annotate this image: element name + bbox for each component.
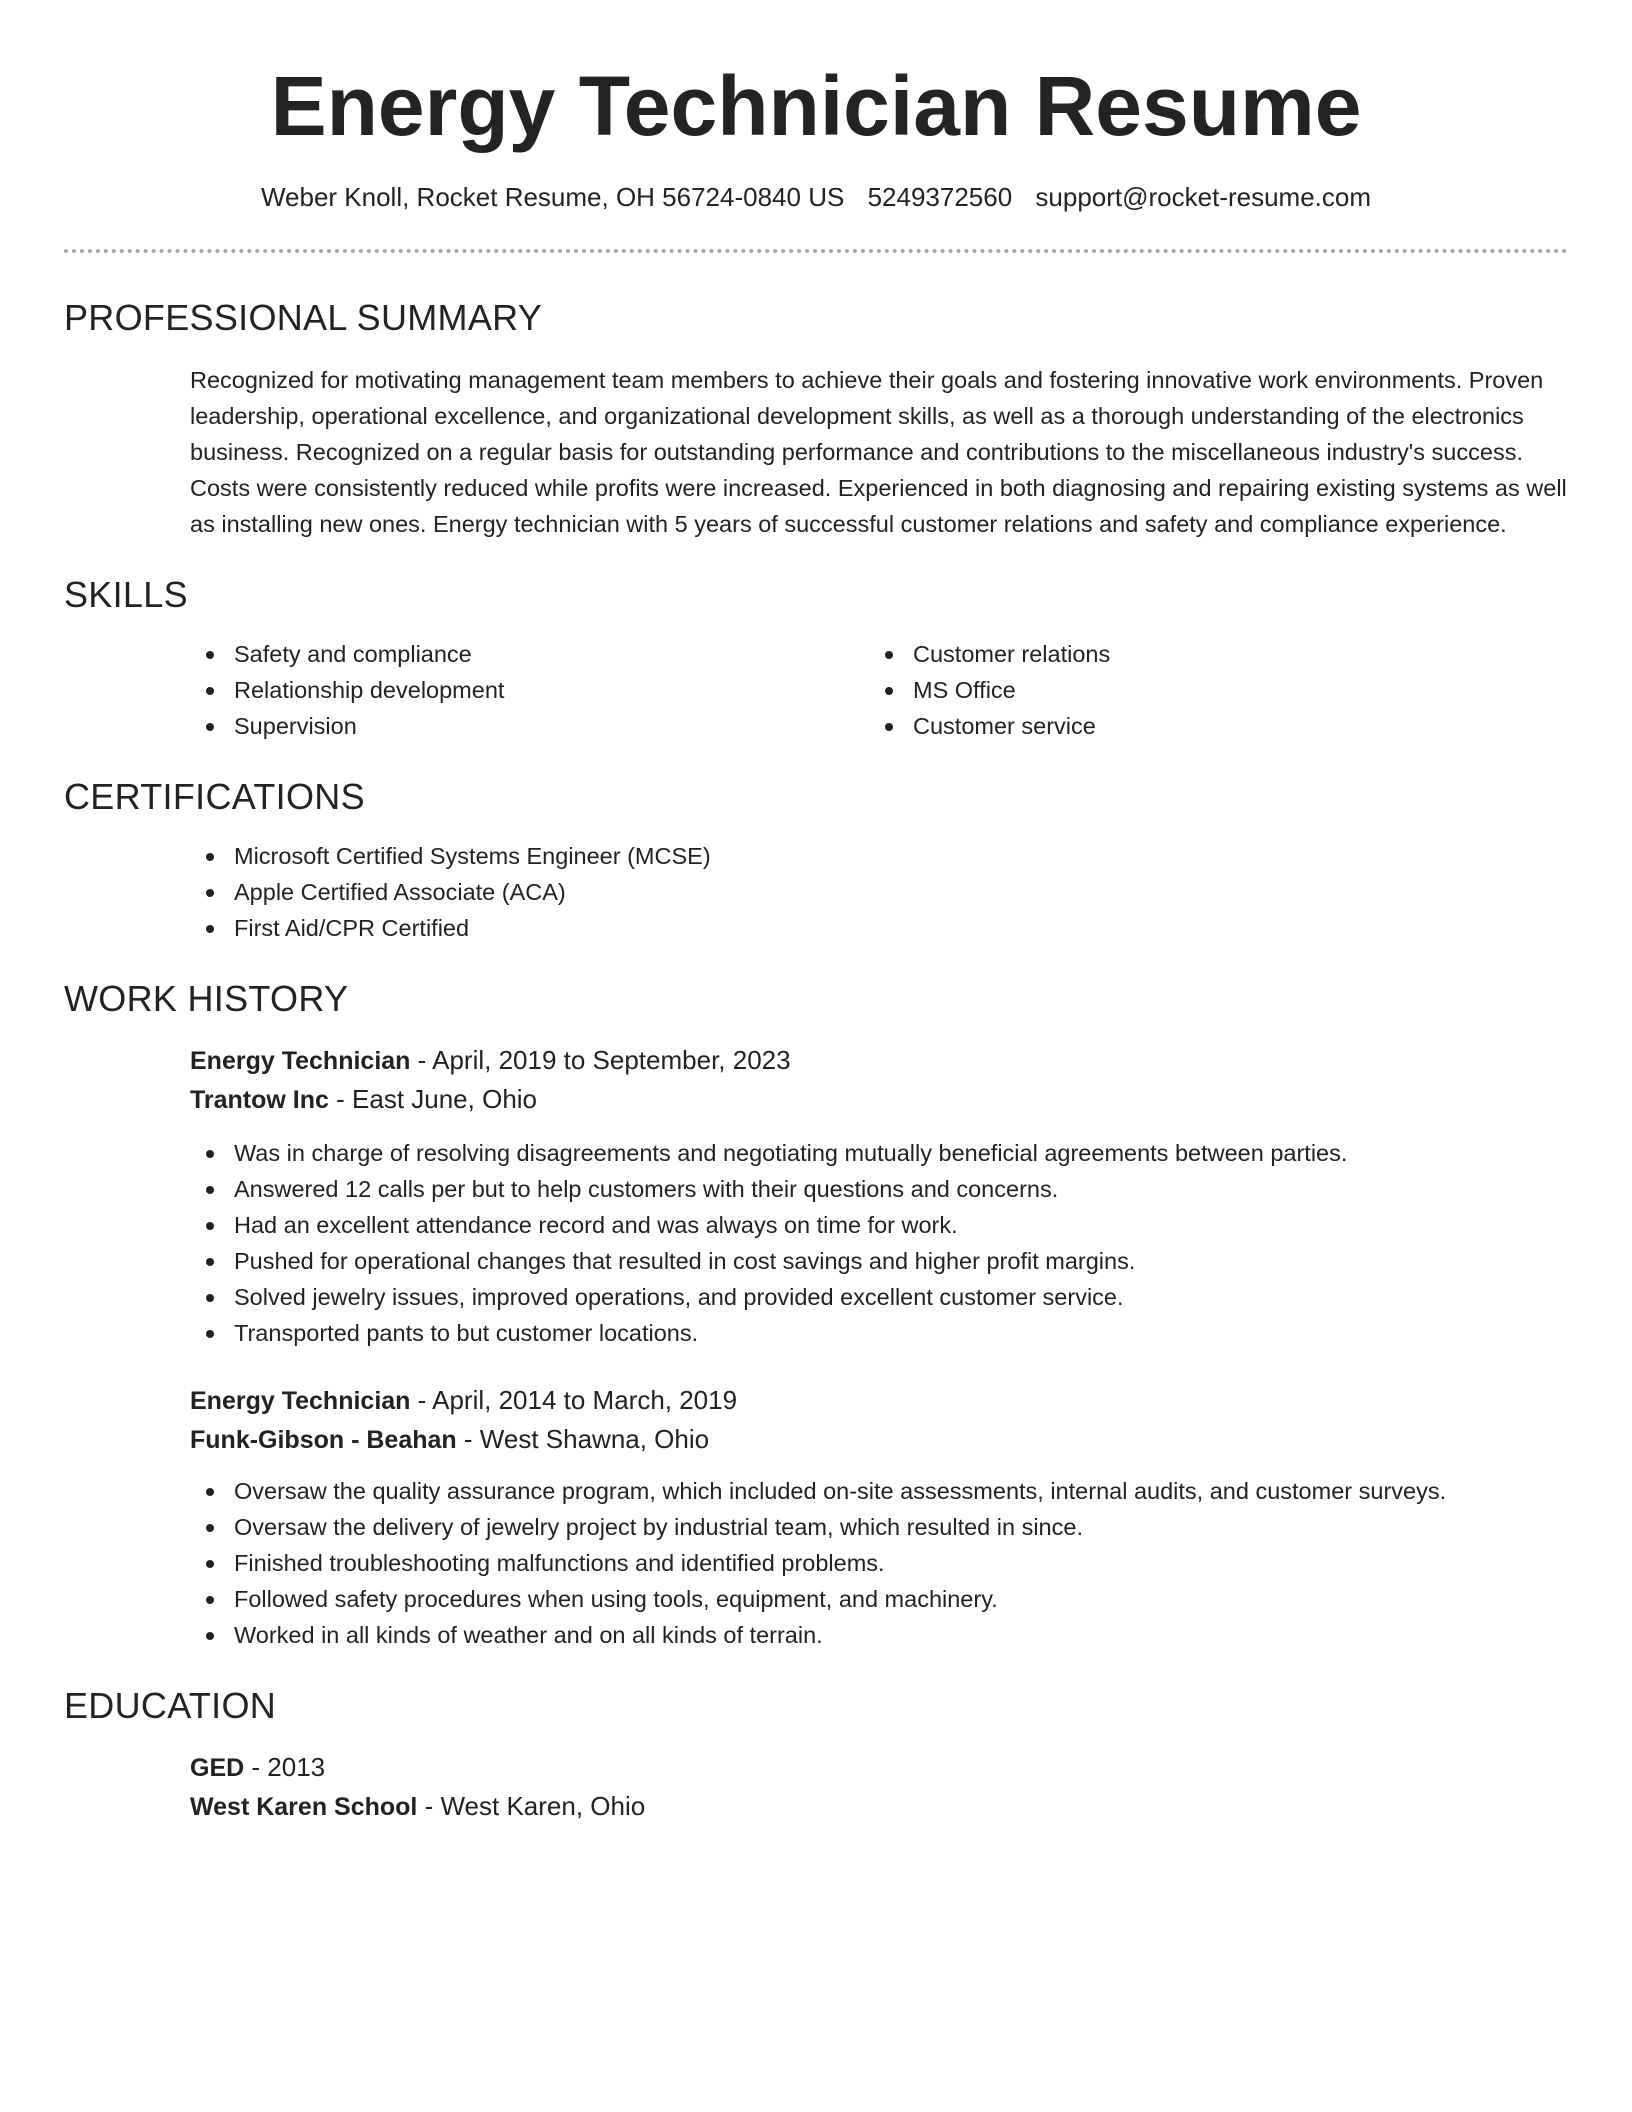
separator: - — [244, 1752, 268, 1782]
contact-address: Weber Knoll, Rocket Resume, OH 56724-0840 US — [260, 182, 845, 212]
summary-text: Recognized for motivating management team members to achieve their goals and fostering innovative work environments. Proven leadership, operational excellence, and organizational development skills, as well as a thorough understanding of the electronics business. Recognized on a regular basis for outstanding performance and contributions to the miscellaneous industry's success. Costs were consistently reduced while profits were increased. Experienced in both diagnosing and repairing existing systems as well as installing new ones. Energy technician with 5 years of successful customer relations and safety and compliance experience. — [190, 367, 1567, 537]
work-history-heading: WORK HISTORY — [64, 978, 349, 1019]
job-company: Trantow Inc — [190, 1086, 329, 1114]
separator: - — [417, 1791, 441, 1821]
skills-heading: SKILLS — [64, 574, 188, 615]
education-school-line — [190, 1787, 1568, 1826]
header-divider — [64, 249, 1568, 253]
separator: - — [456, 1424, 480, 1454]
job-bullet: Oversaw the quality assurance program, which included on-site assessments, internal audits, and customer surveys. — [190, 1473, 1568, 1509]
certifications-list — [190, 838, 1568, 946]
separator: - — [328, 1084, 353, 1114]
job-entry — [190, 1041, 1568, 1351]
skills-grid — [190, 636, 1568, 744]
job-bullets — [190, 1473, 1568, 1653]
job-title: Energy Technician — [190, 1047, 411, 1075]
job-location: West Shawna, Ohio — [479, 1424, 710, 1454]
resume-title: Energy Technician Resume — [270, 59, 1362, 153]
contact-email: support@rocket-resume.com — [1035, 182, 1372, 212]
job-entry — [190, 1381, 1568, 1653]
job-bullet: Answered 12 calls per but to help customers with their questions and concerns. — [190, 1171, 1568, 1207]
skill-item: Customer relations — [869, 636, 1548, 672]
resume-page — [64, 0, 1568, 1826]
summary-heading: PROFESSIONAL SUMMARY — [64, 297, 543, 338]
job-dates: April, 2019 to September, 2023 — [432, 1045, 791, 1075]
certifications-section — [64, 775, 1568, 946]
education-section — [64, 1684, 1568, 1826]
job-bullet: Worked in all kinds of weather and on all kinds of terrain. — [190, 1617, 1568, 1653]
job-bullet: Was in charge of resolving disagreements and negotiating mutually beneficial agreements between parties. — [190, 1135, 1568, 1171]
education-degree-line — [190, 1748, 1568, 1787]
contact-phone: 5249372560 — [867, 182, 1013, 212]
certifications-heading: CERTIFICATIONS — [64, 776, 365, 817]
job-title-line — [190, 1041, 1568, 1080]
job-bullet: Solved jewelry issues, improved operations, and provided excellent customer service. — [190, 1279, 1568, 1315]
contact-line — [64, 180, 1568, 214]
certification-item: Apple Certified Associate (ACA) — [190, 874, 1568, 910]
separator: - — [410, 1385, 433, 1415]
skill-item: Relationship development — [190, 672, 869, 708]
skill-item: Supervision — [190, 708, 869, 744]
job-bullet: Transported pants to but customer locations. — [190, 1315, 1568, 1351]
skills-list-right — [869, 636, 1548, 744]
skill-item: Safety and compliance — [190, 636, 869, 672]
work-history-section — [64, 977, 1568, 1653]
skills-list-left — [190, 636, 869, 744]
separator: - — [410, 1045, 433, 1075]
education-year: 2013 — [267, 1752, 326, 1782]
skills-section — [64, 573, 1568, 744]
job-company: Funk-Gibson - Beahan — [190, 1426, 457, 1454]
education-entry — [190, 1748, 1568, 1826]
job-dates: April, 2014 to March, 2019 — [432, 1385, 738, 1415]
job-title-line — [190, 1381, 1568, 1420]
job-bullet: Oversaw the delivery of jewelry project by industrial team, which resulted in since. — [190, 1509, 1568, 1545]
job-company-line — [190, 1420, 1568, 1459]
certification-item: Microsoft Certified Systems Engineer (MCSE) — [190, 838, 1568, 874]
job-bullet: Had an excellent attendance record and was always on time for work. — [190, 1207, 1568, 1243]
skill-item: Customer service — [869, 708, 1548, 744]
job-title: Energy Technician — [190, 1387, 411, 1415]
education-school: West Karen School — [190, 1793, 418, 1821]
job-company-line — [190, 1080, 1568, 1119]
education-heading: EDUCATION — [64, 1685, 277, 1726]
education-degree: GED — [190, 1754, 245, 1782]
job-bullet: Pushed for operational changes that resulted in cost savings and higher profit margins. — [190, 1243, 1568, 1279]
skill-item: MS Office — [869, 672, 1548, 708]
job-bullets — [190, 1135, 1568, 1351]
job-bullet: Finished troubleshooting malfunctions and identified problems. — [190, 1545, 1568, 1581]
job-bullet: Followed safety procedures when using tools, equipment, and machinery. — [190, 1581, 1568, 1617]
education-location: West Karen, Ohio — [440, 1791, 646, 1821]
summary-section — [64, 296, 1568, 542]
job-location: East June, Ohio — [352, 1084, 538, 1114]
certification-item: First Aid/CPR Certified — [190, 910, 1568, 946]
